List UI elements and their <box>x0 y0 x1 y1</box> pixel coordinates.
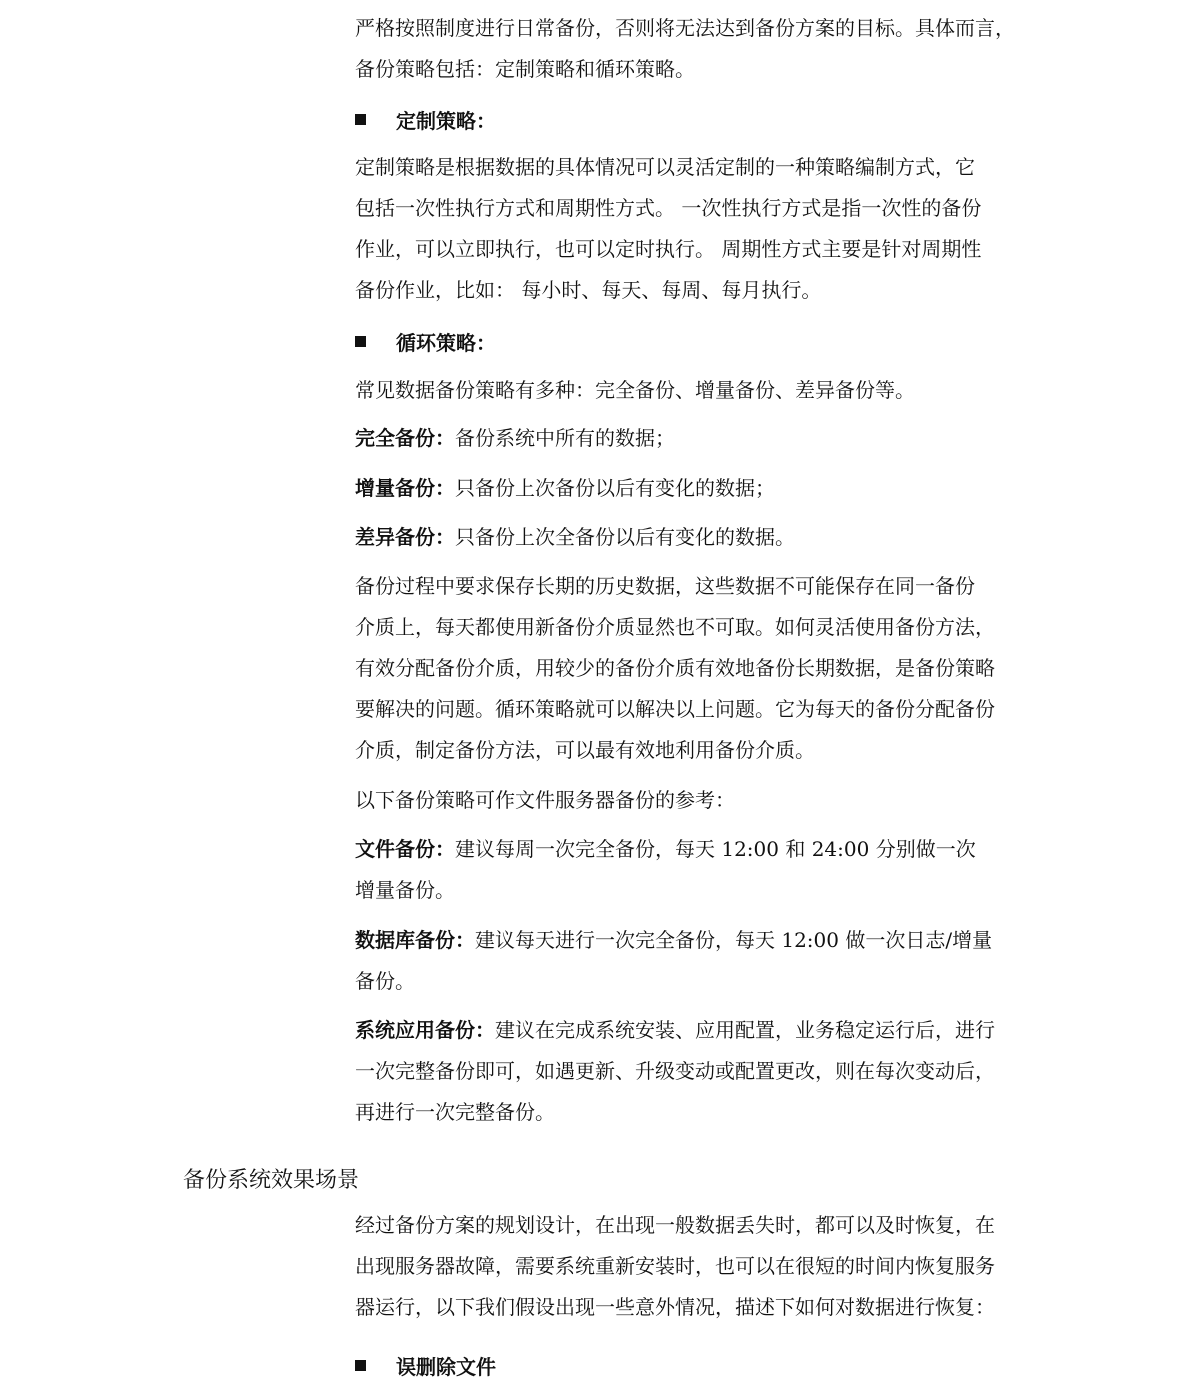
custom-line-2: 包括一次性执行方式和周期性方式。 一次性执行方式是指一次性的备份 <box>355 196 982 220</box>
bullet-accidental-deletion <box>355 1350 496 1380</box>
differential-backup-label: 差异备份： <box>355 525 455 549</box>
incremental-backup-text: 只备份上次备份以后有变化的数据； <box>455 476 775 500</box>
cyclic-para-line-1: 备份过程中要求保存长期的历史数据，这些数据不可能保存在同一备份 <box>355 574 975 598</box>
section-line-2: 出现服务器故障，需要系统重新安装时，也可以在很短的时间内恢复服务 <box>355 1254 995 1278</box>
intro-line-2: 备份策略包括：定制策略和循环策略。 <box>355 57 695 81</box>
accidental-deletion-heading: 误删除文件 <box>396 1354 496 1379</box>
intro-line-1: 严格按照制度进行日常备份，否则将无法达到备份方案的目标。具体而言， <box>355 16 1015 40</box>
full-backup-line <box>355 418 1035 459</box>
cyclic-common <box>355 370 1035 411</box>
square-bullet-icon <box>355 1360 366 1371</box>
database-backup-paragraph <box>355 920 1035 1002</box>
section-line-1: 经过备份方案的规划设计，在出现一般数据丢失时，都可以及时恢复，在 <box>355 1213 995 1237</box>
incremental-backup-line <box>355 468 1035 509</box>
common-strategies-line: 常见数据备份策略有多种：完全备份、增量备份、差异备份等。 <box>355 378 915 402</box>
system-backup-paragraph <box>355 1010 1035 1133</box>
section-paragraph <box>355 1205 1035 1328</box>
incremental-backup-label: 增量备份： <box>355 476 455 500</box>
system-backup-text-2: 一次完整备份即可，如遇更新、升级变动或配置更改，则在每次变动后， <box>355 1059 995 1083</box>
reference-intro-line: 以下备份策略可作文件服务器备份的参考： <box>355 788 735 812</box>
cyclic-para-line-5: 介质，制定备份方法，可以最有效地利用备份介质。 <box>355 738 815 762</box>
file-backup-text-1: 建议每周一次完全备份，每天 12:00 和 24:00 分别做一次 <box>455 837 976 861</box>
section-heading: 备份系统效果场景 <box>183 1168 360 1193</box>
custom-line-1: 定制策略是根据数据的具体情况可以灵活定制的一种策略编制方式，它 <box>355 155 975 179</box>
differential-backup-text: 只备份上次全备份以后有变化的数据。 <box>455 525 795 549</box>
file-backup-text-2: 增量备份。 <box>355 878 455 902</box>
database-backup-text-2: 备份。 <box>355 969 415 993</box>
reference-intro <box>355 780 1035 821</box>
custom-strategy-paragraph <box>355 147 1035 311</box>
file-backup-paragraph <box>355 829 1035 911</box>
system-backup-text-3: 再进行一次完整备份。 <box>355 1100 555 1124</box>
database-backup-label: 数据库备份： <box>355 928 475 952</box>
system-backup-label: 系统应用备份： <box>355 1018 495 1042</box>
file-backup-label: 文件备份： <box>355 837 455 861</box>
square-bullet-icon <box>355 336 366 347</box>
system-backup-text-1: 建议在完成系统安装、应用配置，业务稳定运行后，进行 <box>495 1018 995 1042</box>
cyclic-para-line-2: 介质上，每天都使用新备份介质显然也不可取。如何灵活使用备份方法， <box>355 615 995 639</box>
section-line-3: 器运行，以下我们假设出现一些意外情况，描述下如何对数据进行恢复： <box>355 1295 995 1319</box>
bullet-custom-strategy <box>355 104 496 134</box>
cyclic-para-line-3: 有效分配备份介质，用较少的备份介质有效地备份长期数据，是备份策略 <box>355 656 995 680</box>
database-backup-text-1: 建议每天进行一次完全备份，每天 12:00 做一次日志/增量 <box>475 928 993 952</box>
full-backup-text: 备份系统中所有的数据； <box>455 426 675 450</box>
cyclic-explanation-paragraph <box>355 566 1035 771</box>
square-bullet-icon <box>355 114 366 125</box>
full-backup-label: 完全备份： <box>355 426 455 450</box>
cyclic-strategy-heading: 循环策略： <box>396 330 496 355</box>
custom-line-3: 作业，可以立即执行，也可以定时执行。 周期性方式主要是针对周期性 <box>355 237 982 261</box>
custom-strategy-heading: 定制策略： <box>396 108 496 133</box>
intro-paragraph <box>355 8 1035 90</box>
bullet-cyclic-strategy <box>355 326 496 356</box>
differential-backup-line <box>355 517 1035 558</box>
cyclic-para-line-4: 要解决的问题。循环策略就可以解决以上问题。它为每天的备份分配备份 <box>355 697 995 721</box>
custom-line-4: 备份作业，比如： 每小时、每天、每周、每月执行。 <box>355 278 822 302</box>
